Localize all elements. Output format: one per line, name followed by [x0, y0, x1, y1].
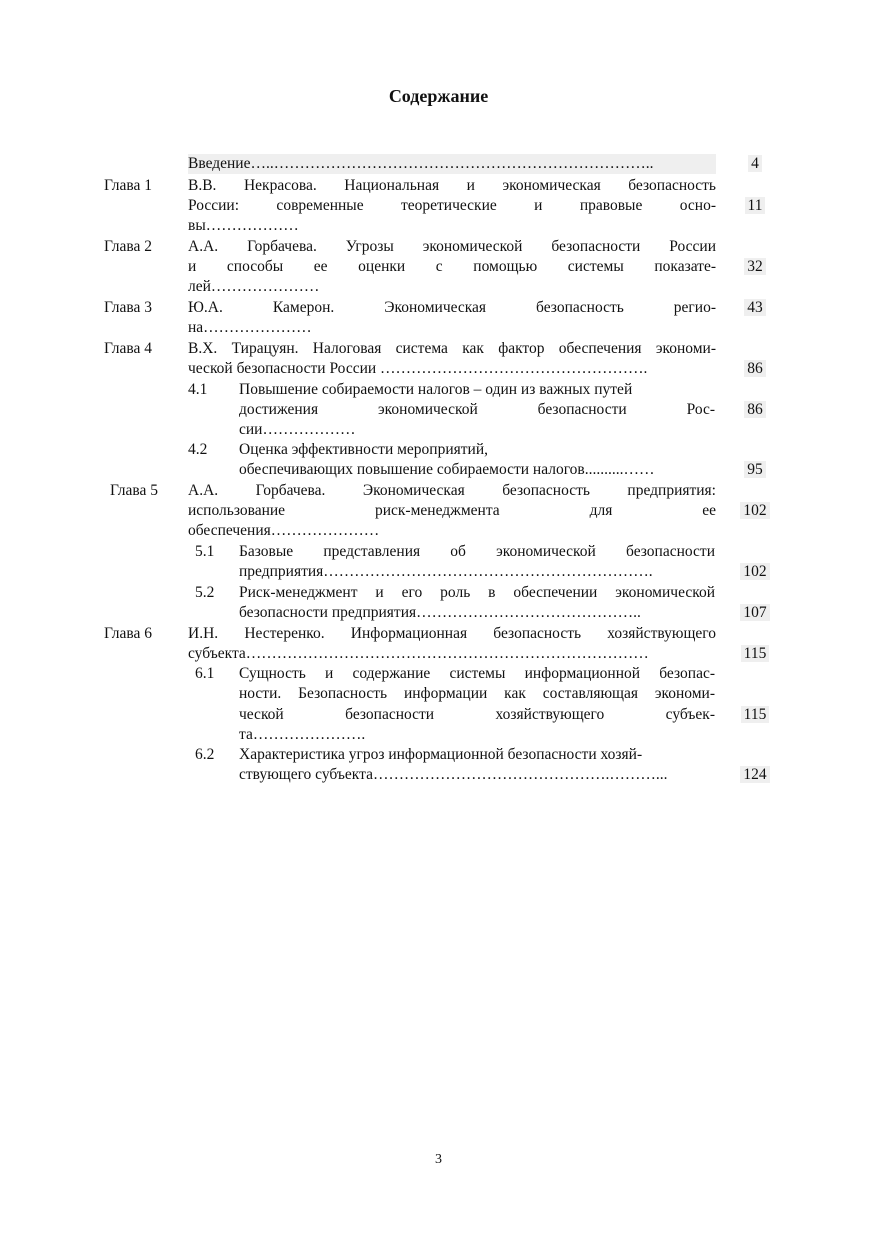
toc-entry-text: Сущность и содержание системы информационной безопас-: [239, 665, 715, 682]
toc-entry-text: Базовые представления об экономической безопасности: [239, 543, 715, 560]
toc-page-number: 43: [728, 298, 782, 318]
toc-entry-text: на…………………: [188, 319, 312, 336]
toc-page-number: 115: [728, 705, 782, 725]
toc-page-number: 86: [728, 359, 782, 379]
toc-entry-text: России: современные теоретические и правовые осно-: [188, 197, 716, 214]
toc-entry-text: Характеристика угроз информационной безопасности хозяй-: [239, 746, 643, 763]
chapter-label: Глава 5: [110, 482, 159, 499]
toc-page-number: 107: [728, 603, 782, 623]
toc-entry-text: обеспечения…………………: [188, 522, 380, 539]
toc-page-number: 124: [728, 765, 782, 785]
toc-entry-text: субъекта……………………………………………………………………: [188, 645, 649, 662]
section-number: 6.2: [195, 746, 215, 763]
chapter-label: Глава 6: [104, 625, 153, 642]
toc-entry-text: та………………….: [239, 726, 366, 743]
toc-entry-text: В.В. Некрасова. Национальная и экономическая безопасность: [188, 177, 716, 194]
chapter-label: Глава 2: [104, 238, 153, 255]
chapter-label: Глава 4: [104, 340, 153, 357]
toc-entry-text: ствующего субъекта……………………………………….………...: [239, 766, 668, 783]
toc-entry-text: лей…………………: [188, 278, 320, 295]
toc-entry-text: Ю.А. Камерон. Экономическая безопасность регио-: [188, 299, 716, 316]
toc-page-number: 32: [728, 257, 782, 277]
section-number: 4.2: [188, 441, 208, 458]
toc-entry-text: И.Н. Нестеренко. Информационная безопасность хозяйствующего: [188, 625, 716, 642]
toc-page-number: 95: [728, 460, 782, 480]
section-number: 4.1: [188, 381, 208, 398]
toc-entry-text: использование риск-менеджмента для ее: [188, 502, 716, 519]
toc-entry-text: Оценка эффективности мероприятий,: [239, 441, 489, 458]
toc-entry-text: В.Х. Тирацуян. Налоговая система как фактор обеспечения экономи-: [188, 340, 716, 357]
toc-entry-text: Риск-менеджмент и его роль в обеспечении экономической: [239, 584, 715, 601]
section-number: 6.1: [195, 665, 215, 682]
toc-page-number: 115: [728, 644, 782, 664]
toc-entry-text: безопасности предприятия……………………………………..: [239, 604, 641, 621]
chapter-label: Глава 1: [104, 177, 153, 194]
chapter-label: Глава 3: [104, 299, 153, 316]
toc-page-number: 102: [728, 501, 782, 521]
section-number: 5.1: [195, 543, 215, 560]
page-number: 3: [435, 1152, 442, 1167]
toc-entry-text: Повышение собираемости налогов – один из важных путей: [239, 381, 633, 398]
toc-entry-text: ности. Безопасность информации как составляющая экономи-: [239, 685, 715, 702]
toc-entry-text: ческой безопасности России …………………………………………….: [188, 360, 648, 377]
toc-page-number: 11: [728, 196, 782, 216]
toc-title: Содержание: [388, 86, 489, 106]
section-number: 5.2: [195, 584, 215, 601]
toc-entry-text: А.А. Горбачева. Экономическая безопасность предприятия:: [188, 482, 716, 499]
toc-page-number: 4: [728, 154, 782, 174]
toc-entry-text: обеспечивающих повышение собираемости налогов..........……: [239, 461, 655, 478]
toc-entry-text: предприятия……………………………………………………….: [239, 563, 653, 580]
toc-page-number: 86: [728, 400, 782, 420]
toc-entry-text: Введение…..………………………………………………………………..: [188, 154, 716, 174]
toc-entry-text: и способы ее оценки с помощью системы показате-: [188, 258, 716, 275]
toc-entry-text: сии………………: [239, 421, 356, 438]
toc-page-number: 102: [728, 562, 782, 582]
toc-entry-text: А.А. Горбачева. Угрозы экономической безопасности России: [188, 238, 716, 255]
toc-entry-text: достижения экономической безопасности Рос-: [239, 401, 715, 418]
toc-entry-text: ческой безопасности хозяйствующего субъек-: [239, 706, 715, 723]
toc-entry-text: вы………………: [188, 217, 299, 234]
